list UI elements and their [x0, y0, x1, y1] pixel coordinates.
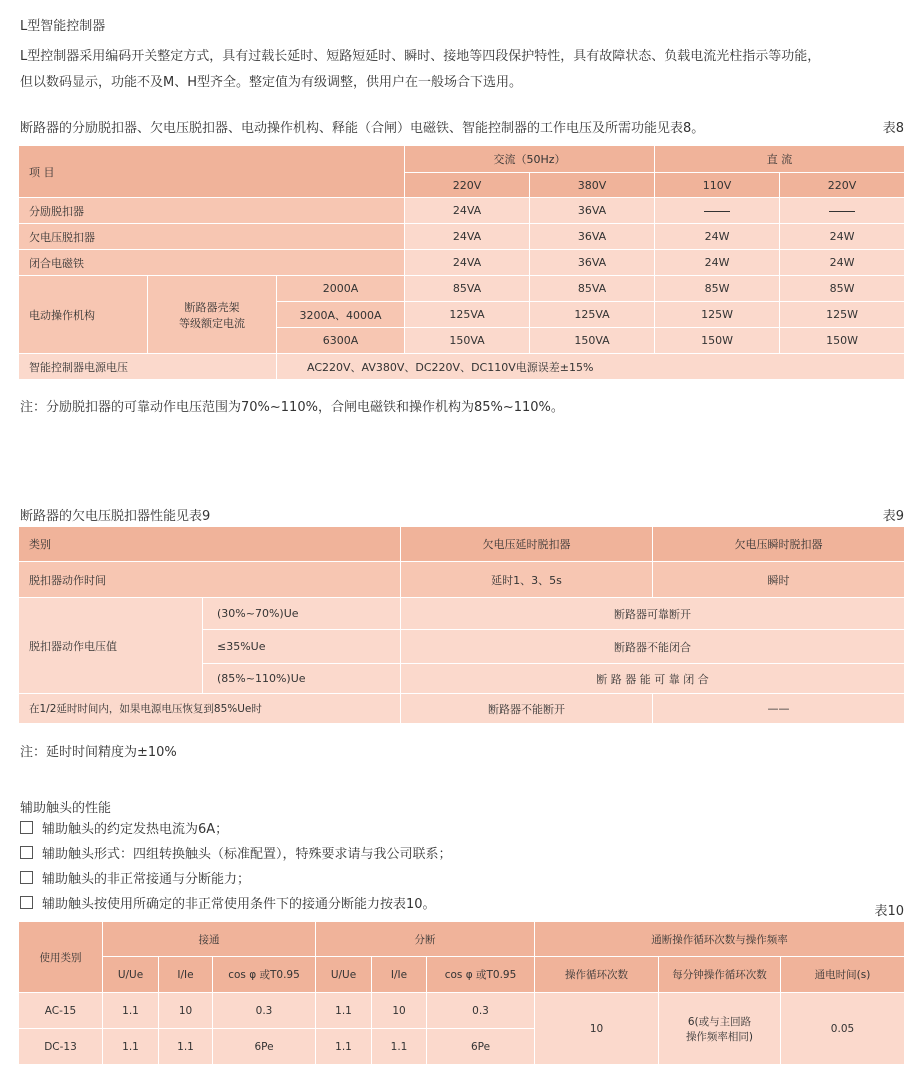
checkbox-icon	[20, 896, 33, 909]
dash-mark	[829, 211, 855, 212]
row-label: 脱扣器动作时间	[19, 562, 401, 598]
frame-current: 6300A	[277, 328, 405, 354]
cell-value: 24VA	[405, 224, 530, 250]
cell-value: 10	[372, 993, 427, 1029]
table-row	[19, 598, 905, 630]
aux-item	[20, 868, 250, 892]
table10-header-row1	[19, 922, 905, 957]
table10	[18, 921, 905, 1065]
cell-value: 延时1、3、5s	[401, 562, 653, 598]
table9-header-delay: 欠电压延时脱扣器	[401, 527, 653, 562]
row-label: 分励脱扣器	[19, 198, 405, 224]
cell-value: 85W	[780, 276, 905, 302]
cycle-count: 10	[535, 993, 659, 1065]
cell-value: 0.3	[213, 993, 316, 1029]
cell-value: 1.1	[316, 993, 372, 1029]
cell-value: 1.1	[103, 993, 159, 1029]
table9-label: 表9	[882, 509, 904, 524]
table8-note: 注：分励脱扣器的可靠动作电压范围为70%~110%，合闸电磁铁和操作机构为85%~110%。	[20, 400, 564, 415]
cell-value: 6Pe	[213, 1029, 316, 1065]
table-row	[19, 694, 905, 724]
table8-header-ac220: 220V	[405, 173, 530, 198]
table9-note: 注：延时时间精度为±10%	[20, 745, 177, 760]
table10-header-cos: cos φ 或T0.95	[427, 957, 535, 993]
cell-value: 24W	[655, 224, 780, 250]
cell-value: 断路器可靠断开	[401, 598, 905, 630]
l-controller-description-line2: 但以数码显示，功能不及M、H型齐全。整定值为有级调整，供用户在一般场合下选用。	[20, 75, 522, 90]
on-time: 0.05	[781, 993, 905, 1065]
table10-header-per-min: 每分钟操作循环次数	[659, 957, 781, 993]
cell-value: 6Pe	[427, 1029, 535, 1065]
table-row	[19, 276, 905, 302]
table-row	[19, 562, 905, 598]
cell-value: 断路器不能断开	[401, 694, 653, 724]
cell-value: 0.3	[427, 993, 535, 1029]
table8-header-dc110: 110V	[655, 173, 780, 198]
table8-header-ac: 交流（50Hz）	[405, 146, 655, 173]
row-label: 在1/2延时时间内，如果电源电压恢复到85%Ue时	[19, 694, 401, 724]
frame-current: 2000A	[277, 276, 405, 302]
table8-header-item: 项 目	[19, 146, 405, 198]
table10-header-cos: cos φ 或T0.95	[213, 957, 316, 993]
table10-label: 表10	[874, 904, 904, 919]
cell-value: 断路器不能闭合	[401, 630, 905, 664]
cycles-per-minute	[659, 993, 781, 1065]
cell-value-dash	[780, 198, 905, 224]
cell-value: 150W	[655, 328, 780, 354]
cell-value: 瞬时	[653, 562, 905, 598]
table10-header-make: 接通	[103, 922, 316, 957]
table-row	[19, 224, 905, 250]
table-row	[19, 250, 905, 276]
cell-value: 10	[159, 993, 213, 1029]
table-row	[19, 354, 905, 380]
table10-header-on-time: 通电时间(s)	[781, 957, 905, 993]
cell-value: 24W	[780, 250, 905, 276]
table10-header-category: 使用类别	[19, 922, 103, 993]
checkbox-icon	[20, 821, 33, 834]
cell-value: 85VA	[405, 276, 530, 302]
table10-header-break: 分断	[316, 922, 535, 957]
cell-value: 36VA	[530, 198, 655, 224]
frame-current-label-line1: 断路器壳架	[184, 300, 240, 314]
cell-value: 36VA	[530, 250, 655, 276]
cell-value: 125VA	[530, 302, 655, 328]
table8-caption: 断路器的分励脱扣器、欠电压脱扣器、电动操作机构、释能（合闸）电磁铁、智能控制器的工作电压及所需功能见表8。	[20, 121, 705, 136]
cell-value: 125W	[780, 302, 905, 328]
cell-value: 24W	[780, 224, 905, 250]
frame-current-label	[148, 276, 277, 354]
frame-current: 3200A、4000A	[277, 302, 405, 328]
cell-value: 150VA	[405, 328, 530, 354]
cycles-per-minute-line2: 操作频率相同)	[685, 1030, 754, 1043]
table9-header-row	[19, 527, 905, 562]
table-row	[19, 993, 905, 1029]
aux-item-text: 辅助触头按使用所确定的非正常使用条件下的接通分断能力按表10。	[42, 897, 436, 912]
cell-value: 85W	[655, 276, 780, 302]
cell-value: 24VA	[405, 250, 530, 276]
voltage-range: ≤35%Ue	[203, 630, 401, 664]
cell-value: 36VA	[530, 224, 655, 250]
usage-category: AC-15	[19, 993, 103, 1029]
table10-header-ue: U/Ue	[316, 957, 372, 993]
table8-header-row1	[19, 146, 905, 173]
voltage-range: (30%~70%)Ue	[203, 598, 401, 630]
controller-voltage-value: AC220V、AV380V、DC220V、DC110V电源误差±15%	[277, 354, 905, 380]
cell-value: 24W	[655, 250, 780, 276]
table10-header-ie: I/Ie	[159, 957, 213, 993]
row-label: 欠电压脱扣器	[19, 224, 405, 250]
cell-value: 1.1	[159, 1029, 213, 1065]
row-label: 脱扣器动作电压值	[19, 598, 203, 694]
cell-value: 150VA	[530, 328, 655, 354]
cell-value: ——	[653, 694, 905, 724]
table10-header-row2	[19, 957, 905, 993]
table9-header-instant: 欠电压瞬时脱扣器	[653, 527, 905, 562]
aux-item	[20, 818, 228, 842]
cell-value: 1.1	[372, 1029, 427, 1065]
cell-value: 125W	[655, 302, 780, 328]
cell-value: 125VA	[405, 302, 530, 328]
table10-header-cycles: 通断操作循环次数与操作频率	[535, 922, 905, 957]
aux-item-text: 辅助触头的非正常接通与分断能力；	[42, 872, 251, 887]
table9-caption: 断路器的欠电压脱扣器性能见表9	[20, 509, 211, 524]
cell-value: 1.1	[316, 1029, 372, 1065]
row-label: 闭合电磁铁	[19, 250, 405, 276]
section-title-l-controller: L型智能控制器	[20, 19, 106, 34]
table10-header-ie: I/Ie	[372, 957, 427, 993]
aux-item-text: 辅助触头的约定发热电流为6A；	[42, 822, 229, 837]
cell-value: 85VA	[530, 276, 655, 302]
aux-item-text: 辅助触头形式：四组转换触头（标准配置），特殊要求请与我公司联系；	[42, 847, 452, 862]
cell-value: 1.1	[103, 1029, 159, 1065]
aux-item	[20, 843, 452, 867]
frame-current-label-line2: 等级额定电流	[179, 316, 245, 330]
aux-section-title: 辅助触头的性能	[20, 801, 112, 816]
cell-value: 24VA	[405, 198, 530, 224]
row-label-motor: 电动操作机构	[19, 276, 148, 354]
checkbox-icon	[20, 846, 33, 859]
table8	[18, 145, 905, 380]
cell-value-dash	[655, 198, 780, 224]
table8-label: 表8	[882, 121, 904, 136]
table-row	[19, 198, 905, 224]
checkbox-icon	[20, 871, 33, 884]
aux-item	[20, 893, 436, 917]
dash-mark	[704, 211, 730, 212]
table10-header-ue: U/Ue	[103, 957, 159, 993]
cycles-per-minute-line1: 6(或与主回路	[687, 1015, 752, 1028]
cell-value: 150W	[780, 328, 905, 354]
usage-category: DC-13	[19, 1029, 103, 1065]
table9	[18, 526, 905, 724]
table8-header-ac380: 380V	[530, 173, 655, 198]
row-label-controller: 智能控制器电源电压	[19, 354, 277, 380]
table8-header-dc: 直 流	[655, 146, 905, 173]
l-controller-description-line1: L型控制器采用编码开关整定方式，具有过载长延时、短路短延时、瞬时、接地等四段保护特性，具有故障状态、负载电流光柱指示等功能，	[20, 49, 821, 64]
cell-value: 断 路 器 能 可 靠 闭 合	[401, 664, 905, 694]
voltage-range: (85%~110%)Ue	[203, 664, 401, 694]
table8-header-dc220: 220V	[780, 173, 905, 198]
table9-header-category: 类别	[19, 527, 401, 562]
table10-header-count: 操作循环次数	[535, 957, 659, 993]
